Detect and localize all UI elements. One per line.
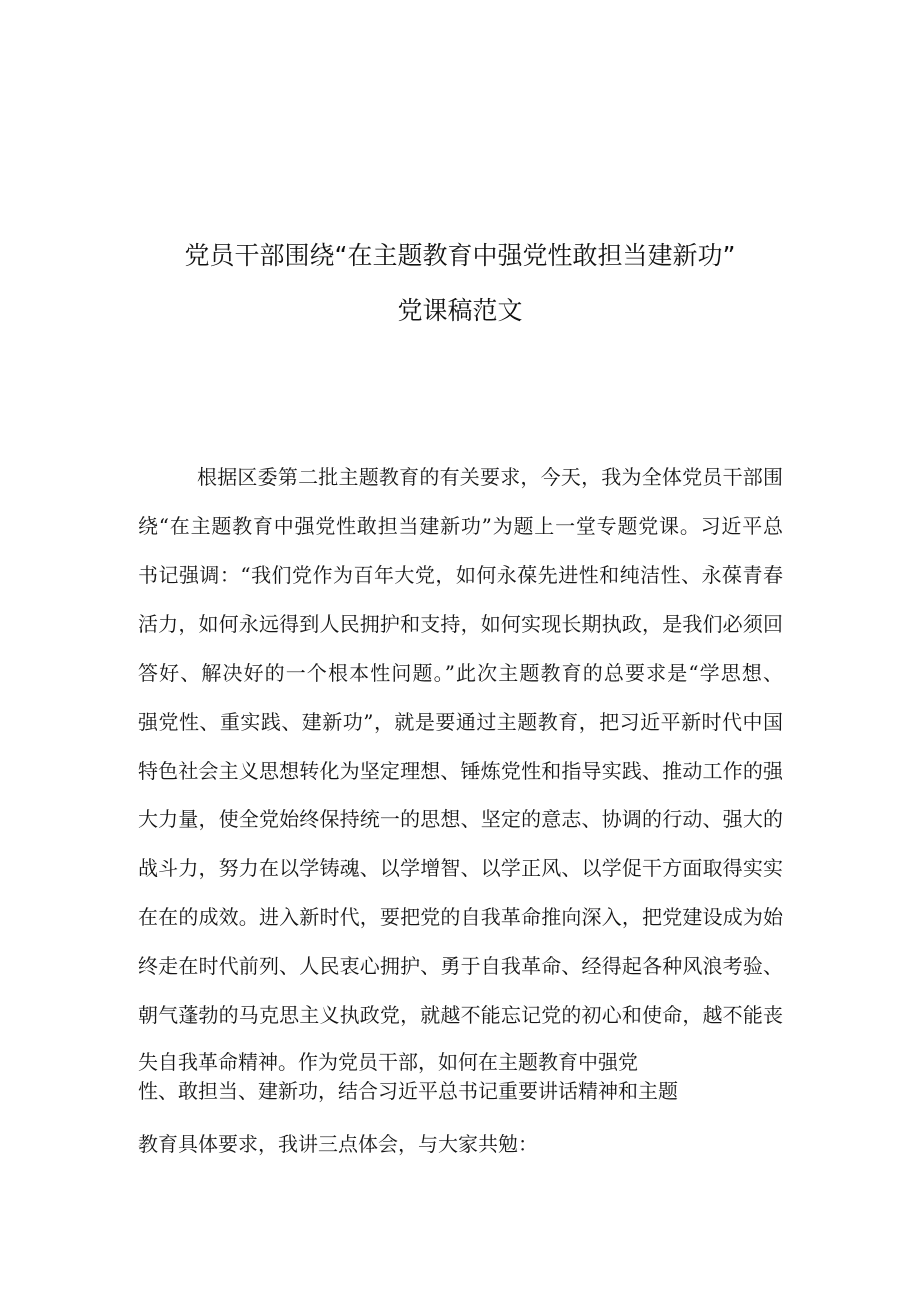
body-line-14: 性、敢担当、建新功，结合习近平总书记重要讲话精神和主题: [138, 1079, 678, 1103]
body-line-12: 朝气蓬勃的马克思主义执政党，就越不能忘记党的初心和使命，越不能丧: [138, 1003, 783, 1027]
body-line-5: 答好、解决好的一个根本性问题。”此次主题教育的总要求是“学思想、: [138, 661, 783, 685]
body-line-7: 特色社会主义思想转化为坚定理想、锤炼党性和指导实践、推动工作的强: [138, 759, 783, 783]
body-line-3: 书记强调：“我们党作为百年大党，如何永葆先进性和纯洁性、永葆青春: [138, 563, 783, 587]
document-title-line-2: 党课稿范文: [397, 296, 523, 325]
body-line-8: 大力量，使全党始终保持统一的思想、坚定的意志、协调的行动、强大的: [138, 807, 783, 831]
body-line-10: 在在的成效。进入新时代，要把党的自我革命推向深入，把党建设成为始: [138, 905, 783, 929]
body-line-15: 教育具体要求，我讲三点体会，与大家共勉：: [138, 1132, 538, 1156]
body-line-11: 终走在时代前列、人民衷心拥护、勇于自我革命、经得起各种风浪考验、: [138, 954, 783, 978]
document-title-line-1: 党员干部围绕“在主题教育中强党性敢担当建新功”: [184, 241, 736, 270]
body-line-13: 失自我革命精神。作为党员干部，如何在主题教育中强党: [138, 1050, 638, 1074]
body-line-6: 强党性、重实践、建新功”，就是要通过主题教育，把习近平新时代中国: [138, 710, 783, 734]
body-line-1: 根据区委第二批主题教育的有关要求，今天，我为全体党员干部围: [197, 465, 783, 489]
body-line-4: 活力，如何永远得到人民拥护和支持，如何实现长期执政，是我们必须回: [138, 612, 783, 636]
body-line-9: 战斗力，努力在以学铸魂、以学增智、以学正风、以学促干方面取得实实: [138, 856, 783, 880]
body-line-2: 绕“在主题教育中强党性敢担当建新功”为题上一堂专题党课。习近平总: [138, 514, 783, 538]
